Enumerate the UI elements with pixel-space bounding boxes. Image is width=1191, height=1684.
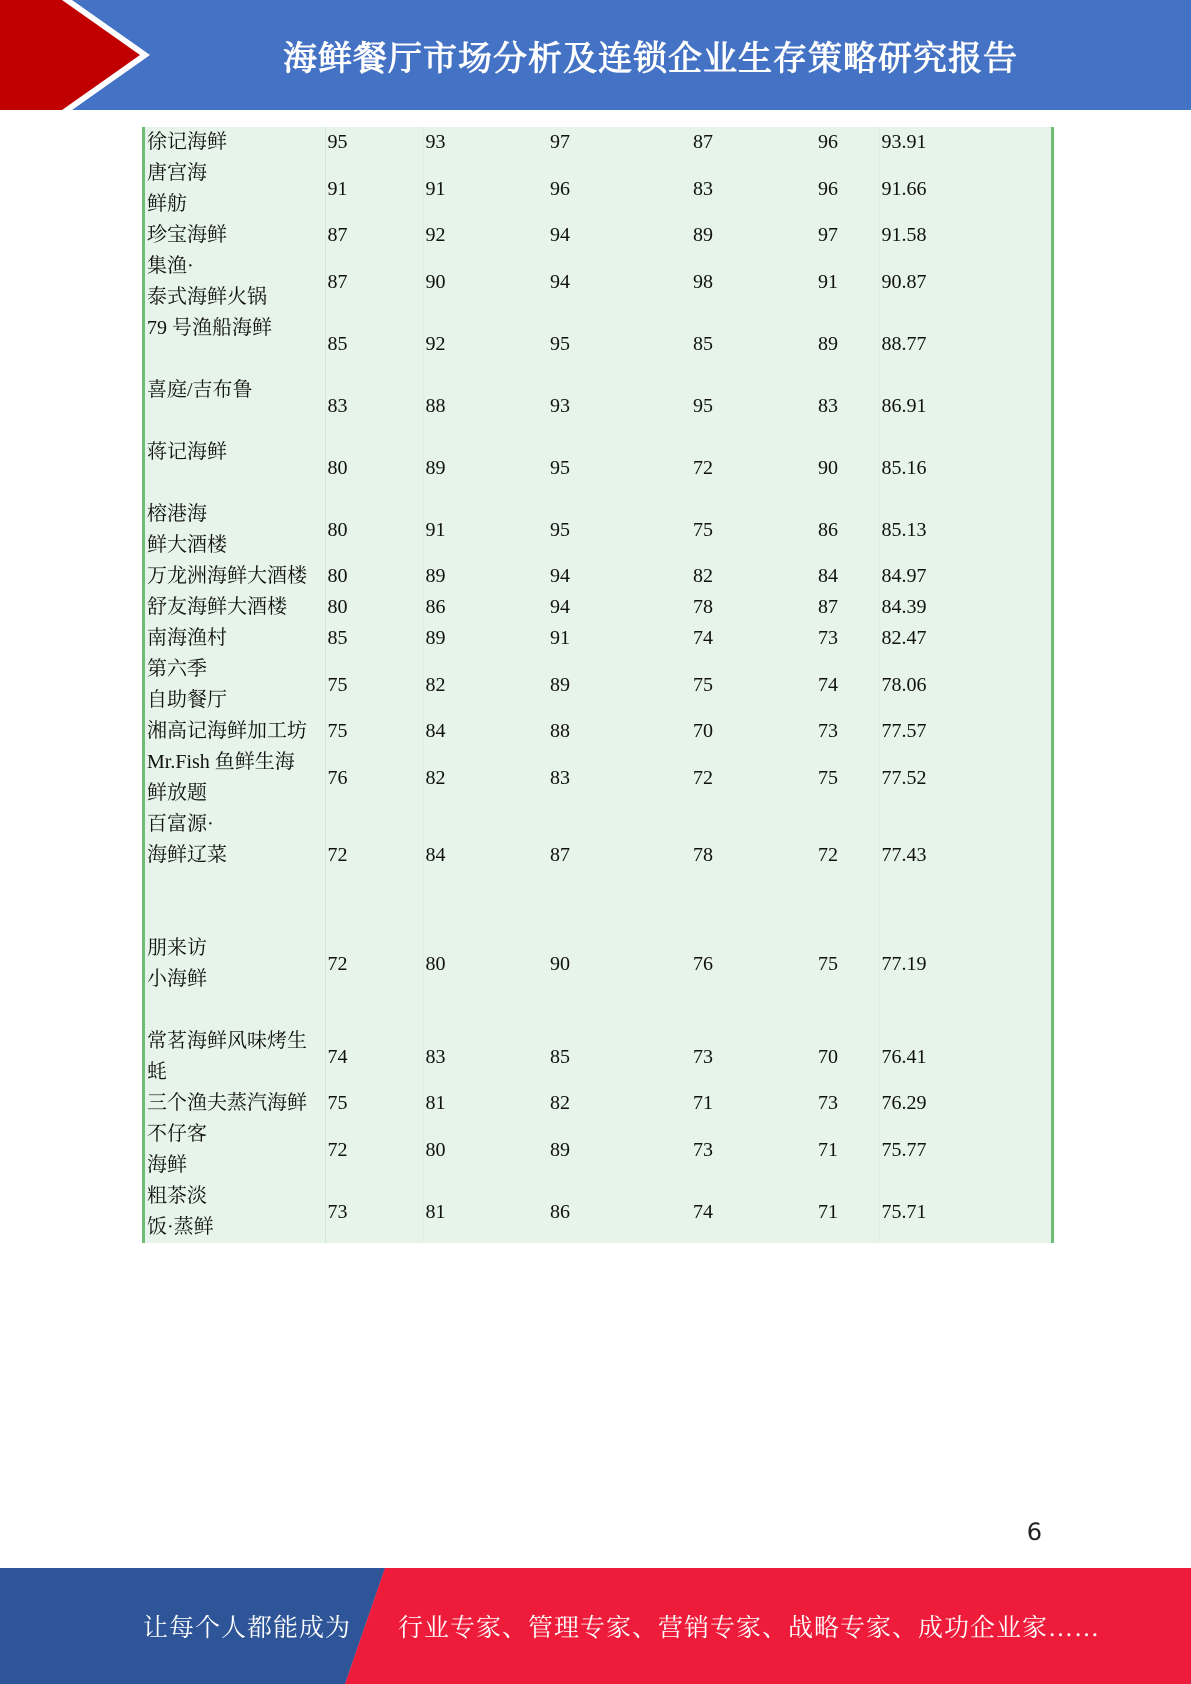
score-cell-3: 89 bbox=[550, 673, 570, 696]
score-cell-1: 75 bbox=[325, 1088, 423, 1119]
score-cell-1: 80 bbox=[325, 561, 423, 592]
score-cell-3: 96 bbox=[550, 177, 570, 200]
score-cell-5: 73 bbox=[818, 1092, 838, 1114]
table-row bbox=[145, 561, 1051, 592]
page-footer bbox=[0, 1568, 1191, 1684]
table-row bbox=[145, 499, 1051, 561]
score-cell-3: 93 bbox=[550, 394, 570, 417]
restaurant-name bbox=[145, 902, 325, 1026]
score-cell-4: 76 bbox=[693, 952, 713, 975]
restaurant-name bbox=[145, 1119, 325, 1181]
total-score-cell: 84.39 bbox=[879, 592, 1051, 623]
restaurant-name-line: 榕港海 bbox=[147, 503, 207, 525]
score-cell-2: 80 bbox=[423, 1119, 548, 1181]
score-cell-2: 84 bbox=[423, 809, 548, 902]
table-row bbox=[145, 375, 1051, 437]
score-cell-2: 92 bbox=[423, 313, 548, 375]
restaurant-name-line: 海鲜辽菜 bbox=[147, 844, 227, 866]
restaurant-name bbox=[145, 251, 325, 313]
table-row bbox=[145, 251, 1051, 313]
score-cell-5: 97 bbox=[818, 224, 838, 246]
total-score-cell: 76.41 bbox=[879, 1026, 1051, 1088]
score-cell-5: 75 bbox=[818, 952, 838, 975]
score-cell-2: 81 bbox=[423, 1088, 548, 1119]
score-cell-5: 96 bbox=[818, 131, 838, 153]
table-row bbox=[145, 1119, 1051, 1181]
restaurant-name-line: 徐记海鲜 bbox=[147, 131, 227, 153]
score-cell-3: 83 bbox=[550, 766, 570, 789]
restaurant-name-line bbox=[147, 871, 325, 902]
score-cell-2: 90 bbox=[423, 251, 548, 313]
score-cell-3: 85 bbox=[550, 1045, 570, 1068]
restaurant-name-line: 喜庭/吉布鲁 bbox=[147, 379, 253, 401]
score-cell-1: 85 bbox=[325, 313, 423, 375]
restaurant-name-line: 小海鲜 bbox=[147, 968, 207, 990]
score-cell-5: 90 bbox=[818, 456, 838, 479]
score-cell-4: 98 bbox=[693, 270, 713, 293]
restaurant-name-line: 自助餐厅 bbox=[147, 689, 227, 711]
score-cell-1: 83 bbox=[325, 375, 423, 437]
page-header bbox=[0, 0, 1191, 110]
restaurant-name-line: 蒋记海鲜 bbox=[147, 441, 227, 463]
restaurant-name-line: 三个渔夫蒸汽海鲜 bbox=[147, 1092, 307, 1114]
score-cell-5: 73 bbox=[818, 627, 838, 649]
restaurant-name bbox=[145, 747, 325, 809]
total-score-cell: 84.97 bbox=[879, 561, 1051, 592]
score-cell-5: 96 bbox=[818, 177, 838, 200]
score-cell-5: 86 bbox=[818, 518, 838, 541]
restaurant-name bbox=[145, 313, 325, 375]
score-cell-5: 75 bbox=[818, 766, 838, 789]
footer-slogan-left: 让每个人都能成为 bbox=[143, 1615, 352, 1642]
score-cell-4: 74 bbox=[693, 1200, 713, 1223]
score-cell-4: 85 bbox=[693, 332, 713, 355]
restaurant-name-line: 湘高记海鲜加工坊 bbox=[147, 720, 307, 742]
restaurant-name bbox=[145, 1181, 325, 1243]
score-cell-3: 95 bbox=[550, 456, 570, 479]
table-body bbox=[145, 127, 1051, 1243]
score-cell-4: 73 bbox=[693, 1045, 713, 1068]
score-cell-4: 89 bbox=[693, 224, 713, 246]
score-cell-4: 75 bbox=[693, 673, 713, 696]
restaurant-name bbox=[145, 1026, 325, 1088]
restaurant-name-line bbox=[147, 995, 325, 1026]
score-cell-2: 86 bbox=[423, 592, 548, 623]
total-score-cell: 76.29 bbox=[879, 1088, 1051, 1119]
score-cell-2: 89 bbox=[423, 437, 548, 499]
score-cell-2: 92 bbox=[423, 220, 548, 251]
table-row bbox=[145, 902, 1051, 1026]
restaurant-name bbox=[145, 561, 325, 592]
table-row bbox=[145, 623, 1051, 654]
score-cell-4: 72 bbox=[693, 766, 713, 789]
score-cell-1: 95 bbox=[325, 127, 423, 158]
score-cell-5: 83 bbox=[818, 394, 838, 417]
score-cell-3: 90 bbox=[550, 952, 570, 975]
restaurant-name bbox=[145, 809, 325, 902]
score-cell-3: 94 bbox=[550, 270, 570, 293]
total-score-cell: 91.58 bbox=[879, 220, 1051, 251]
score-cell-2: 91 bbox=[423, 158, 548, 220]
restaurant-name-line: 珍宝海鲜 bbox=[147, 224, 227, 246]
score-cell-4: 82 bbox=[693, 565, 713, 587]
score-cell-2: 83 bbox=[423, 1026, 548, 1088]
restaurant-name-line bbox=[147, 344, 325, 375]
total-score-cell: 90.87 bbox=[879, 251, 1051, 313]
restaurant-name-line: 海鲜 bbox=[147, 1154, 187, 1176]
score-cell-5: 87 bbox=[818, 596, 838, 618]
total-score-cell: 85.16 bbox=[879, 437, 1051, 499]
score-cell-2: 84 bbox=[423, 716, 548, 747]
table-row bbox=[145, 592, 1051, 623]
score-cell-5: 74 bbox=[818, 673, 838, 696]
score-cell-3: 94 bbox=[550, 596, 570, 618]
restaurant-name-line: 万龙洲海鲜大酒楼 bbox=[147, 565, 307, 587]
score-cell-1: 74 bbox=[325, 1026, 423, 1088]
total-score-cell: 77.52 bbox=[879, 747, 1051, 809]
restaurant-name-line: 常茗海鲜风味烤生 bbox=[147, 1030, 307, 1052]
score-cell-2: 88 bbox=[423, 375, 548, 437]
restaurant-name bbox=[145, 1088, 325, 1119]
restaurant-name-line: 舒友海鲜大酒楼 bbox=[147, 596, 287, 618]
restaurant-name-line: 不仔客 bbox=[147, 1123, 207, 1145]
table-row bbox=[145, 313, 1051, 375]
score-cell-1: 87 bbox=[325, 220, 423, 251]
restaurant-name-line: 朋来访 bbox=[147, 937, 207, 959]
score-cell-3: 94 bbox=[550, 224, 570, 246]
ranking-table bbox=[142, 127, 1054, 1243]
score-cell-5: 89 bbox=[818, 332, 838, 355]
score-cell-4: 95 bbox=[693, 394, 713, 417]
score-cell-5: 73 bbox=[818, 720, 838, 742]
score-cell-1: 72 bbox=[325, 1119, 423, 1181]
restaurant-name-line: 鲜放题 bbox=[147, 782, 207, 804]
restaurant-name-line: 粗茶淡 bbox=[147, 1185, 207, 1207]
restaurant-name bbox=[145, 592, 325, 623]
score-cell-3: 89 bbox=[550, 1138, 570, 1161]
total-score-cell: 78.06 bbox=[879, 654, 1051, 716]
score-cell-2: 91 bbox=[423, 499, 548, 561]
total-score-cell: 75.77 bbox=[879, 1119, 1051, 1181]
table-row bbox=[145, 809, 1051, 902]
score-cell-4: 83 bbox=[693, 177, 713, 200]
restaurant-name-line: 唐宫海 bbox=[147, 162, 207, 184]
footer-slogan-right: 行业专家、管理专家、营销专家、战略专家、成功企业家…… bbox=[398, 1615, 1101, 1642]
score-cell-1: 87 bbox=[325, 251, 423, 313]
total-score-cell: 91.66 bbox=[879, 158, 1051, 220]
restaurant-name-line bbox=[147, 902, 325, 933]
restaurant-name bbox=[145, 716, 325, 747]
score-cell-1: 80 bbox=[325, 592, 423, 623]
table-row bbox=[145, 1088, 1051, 1119]
total-score-cell: 88.77 bbox=[879, 313, 1051, 375]
score-cell-3: 82 bbox=[550, 1092, 570, 1114]
total-score-cell: 77.57 bbox=[879, 716, 1051, 747]
score-cell-4: 78 bbox=[693, 596, 713, 618]
restaurant-name-line: 集渔· bbox=[147, 255, 194, 277]
score-cell-1: 72 bbox=[325, 809, 423, 902]
score-cell-4: 73 bbox=[693, 1138, 713, 1161]
total-score-cell: 93.91 bbox=[879, 127, 1051, 158]
restaurant-name bbox=[145, 499, 325, 561]
restaurant-name-line bbox=[147, 406, 325, 437]
restaurant-name bbox=[145, 158, 325, 220]
score-cell-2: 80 bbox=[423, 902, 548, 1026]
score-cell-2: 82 bbox=[423, 654, 548, 716]
score-cell-3: 94 bbox=[550, 565, 570, 587]
total-score-cell: 82.47 bbox=[879, 623, 1051, 654]
restaurant-name bbox=[145, 654, 325, 716]
score-cell-3: 88 bbox=[550, 720, 570, 742]
score-cell-5: 84 bbox=[818, 565, 838, 587]
score-cell-1: 80 bbox=[325, 437, 423, 499]
restaurant-name-line: 泰式海鲜火锅 bbox=[147, 286, 267, 308]
score-cell-3: 87 bbox=[550, 844, 570, 866]
restaurant-name-line: 饭·蒸鲜 bbox=[147, 1216, 214, 1238]
score-cell-1: 75 bbox=[325, 716, 423, 747]
restaurant-name bbox=[145, 220, 325, 251]
table-row bbox=[145, 654, 1051, 716]
table-row bbox=[145, 437, 1051, 499]
restaurant-name-line: Mr.Fish 鱼鲜生海 bbox=[147, 751, 295, 773]
table-row bbox=[145, 220, 1051, 251]
restaurant-name bbox=[145, 375, 325, 437]
total-score-cell: 77.43 bbox=[879, 809, 1051, 902]
score-cell-1: 91 bbox=[325, 158, 423, 220]
restaurant-name bbox=[145, 437, 325, 499]
restaurant-name-line: 南海渔村 bbox=[147, 627, 227, 649]
score-cell-2: 93 bbox=[423, 127, 548, 158]
report-title: 海鲜餐厅市场分析及连锁企业生存策略研究报告 bbox=[283, 38, 1018, 79]
score-cell-4: 71 bbox=[693, 1092, 713, 1114]
score-cell-5: 71 bbox=[818, 1200, 838, 1223]
score-cell-4: 87 bbox=[693, 131, 713, 153]
score-cell-2: 82 bbox=[423, 747, 548, 809]
score-cell-2: 81 bbox=[423, 1181, 548, 1243]
score-cell-1: 73 bbox=[325, 1181, 423, 1243]
score-cell-5: 72 bbox=[818, 844, 838, 866]
restaurant-name bbox=[145, 127, 325, 158]
restaurant-name bbox=[145, 623, 325, 654]
score-cell-3: 95 bbox=[550, 518, 570, 541]
table-row bbox=[145, 1181, 1051, 1243]
table-row bbox=[145, 747, 1051, 809]
score-cell-1: 72 bbox=[325, 902, 423, 1026]
total-score-cell: 75.71 bbox=[879, 1181, 1051, 1243]
restaurant-name-line: 百富源· bbox=[147, 813, 214, 835]
score-cell-3: 97 bbox=[550, 131, 570, 153]
score-cell-4: 78 bbox=[693, 844, 713, 866]
score-cell-5: 70 bbox=[818, 1045, 838, 1068]
score-cell-1: 76 bbox=[325, 747, 423, 809]
table-row bbox=[145, 716, 1051, 747]
score-cell-1: 75 bbox=[325, 654, 423, 716]
score-cell-1: 80 bbox=[325, 499, 423, 561]
page-number: 6 bbox=[1026, 1518, 1042, 1546]
score-cell-3: 95 bbox=[550, 332, 570, 355]
restaurant-name-line: 鲜舫 bbox=[147, 193, 187, 215]
score-cell-1: 85 bbox=[325, 623, 423, 654]
header-arrow-icon bbox=[0, 0, 150, 110]
score-cell-4: 72 bbox=[693, 456, 713, 479]
score-cell-5: 91 bbox=[818, 270, 838, 293]
score-cell-4: 75 bbox=[693, 518, 713, 541]
score-cell-2: 89 bbox=[423, 561, 548, 592]
score-cell-3: 86 bbox=[550, 1200, 570, 1223]
score-cell-4: 70 bbox=[693, 720, 713, 742]
score-cell-5: 71 bbox=[818, 1138, 838, 1161]
restaurant-name-line: 蚝 bbox=[147, 1061, 167, 1083]
table-row bbox=[145, 127, 1051, 158]
table-row bbox=[145, 158, 1051, 220]
restaurant-name-line: 第六季 bbox=[147, 658, 207, 680]
restaurant-name-line bbox=[147, 468, 325, 499]
restaurant-name-line: 79 号渔船海鲜 bbox=[147, 317, 272, 339]
score-cell-3: 91 bbox=[550, 627, 570, 649]
score-cell-4: 74 bbox=[693, 627, 713, 649]
total-score-cell: 86.91 bbox=[879, 375, 1051, 437]
table-row bbox=[145, 1026, 1051, 1088]
score-cell-2: 89 bbox=[423, 623, 548, 654]
restaurant-name-line: 鲜大酒楼 bbox=[147, 534, 227, 556]
total-score-cell: 77.19 bbox=[879, 902, 1051, 1026]
total-score-cell: 85.13 bbox=[879, 499, 1051, 561]
